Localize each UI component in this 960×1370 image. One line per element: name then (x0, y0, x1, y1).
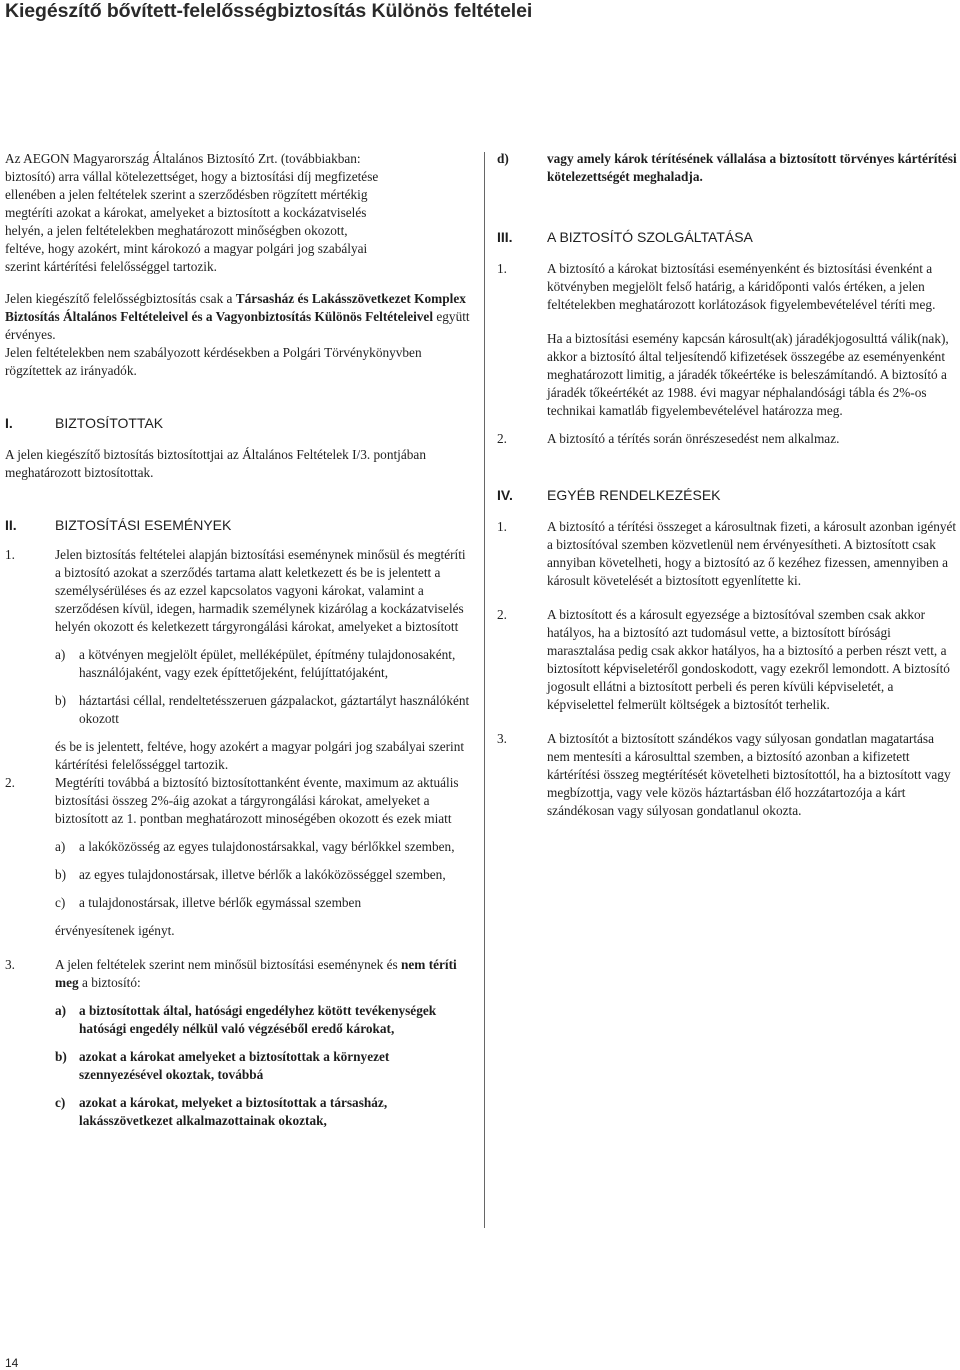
left-column (5, 150, 470, 1130)
list-item-exclusion-d: d) vagy amely károk térítésének vállalása a biztosított törvényes kártérítési kötelezettségét meghaladja. (497, 151, 957, 184)
list-item-events-2: 2. Megtéríti továbbá a biztosító biztosítottanként évente, maximum az aktuális biztosítási összeg 2%-áig azokat a tárgyrongálási károkat, amelyeket a biztosított az 1. pontban meghatározott minoségében okozott és ezek miatt a) a lakóközösség az egyes tulajdonostársakkal, vagy bérlőkkel szemben, b) az egyes tulajdonostársak, illetve bérlők a lakóközösséggel szemben, c) a tulajdonostársak, illetve bérlők egymással szemben érvényesítenek igényt. (5, 774, 470, 940)
intro-line: helyén, a jelen feltételekben meghatározott minőségben okozott, (5, 223, 348, 238)
list-item-other-1: 1. A biztosító a térítési összeget a károsultnak fizeti, a károsult azonban igényét a biztosítóval szemben közvetlenül nem érvényesítheti. A biztosított csak annyiban követelheti, hogy a biztosító az ő kezéhez fizessen, amennyiben a károsult követelését a biztosított egyenlítette ki. (497, 519, 957, 588)
list-item-other-2: 2. A biztosított és a károsult egyezsége a biztosítóval szemben csak akkor hatályos, ha a biztosító azt tudomásul vette, a biztosított bírósági marasztalása pedig csak akkor hatályos, ha a biztosító a perben részt vett, a biztosított képviseletéről gondoskodott, vagy ezekről lemondott. A biztosító jogosult ellátni a biztosított perbeli és peren kívüli képviseletét, a képviselettel felmerült költségek a biztosítót terhelik. (497, 607, 950, 712)
intro-line: feltéve, hogy azokért, mint károkozó a magyar polgári jog szabályai (5, 241, 368, 256)
list-subitem: b) azokat a károkat amelyeket a biztosítottak a környezet szennyezésével okoztak, továbbá (55, 1049, 390, 1082)
list-item-events-1: 1. Jelen biztosítás feltételei alapján biztosítási eseménynek minősül és megtéríti a biztosító azokat a szerződés tartama alatt keletkezett és be is jelentett a személysérüléses és az ezzel kapcsolatos vagyoni károkat, valamint a szerződésen kívül, idegen, harmadik személynek kizárólag a kockázatviselés helyén okozott és keletkezett tárgyrongálási károkat, amelyeket a biztosított a) a kötvényen megjelölt épület, melléképület, építmény tulajdonosaként, használójaként, vagy ezek építtetőjeként, felújíttatójaként, b) háztartási céllal, rendeltetésszeruen gázpalackot, gáztartályt használóként okozott és be is jelentett, feltéve, hogy azokért a magyar polgári jog szabályai szerint kártérítési felelősséggel tartozik. (5, 547, 470, 772)
list-item-service-1: 1. A biztosító a károkat biztosítási eseményenként és biztosítási évenként a kötvényben megjelölt felső határig, a káridőponti valós értéken, a jelen feltételekben meghatározott korlátozások figyelembevételével téríti meg. Ha a biztosítási esemény kapcsán károsult(ak) járadékjogosulttá válik(nak), akkor a biztosító által teljesítendő kifizetések összegébe az eseményenként meghatározott limitig, a járadék tőkeértéke is beleszámítandó. A biztosító a járadék tőkeértékét az 1988. évi magyar néphalandósági tábla és 2%-os technikai kamatláb figyelembevételével határozza meg. (497, 261, 949, 418)
page-title: Kiegészítő bővített-felelősségbiztosítás Különös feltételei (5, 0, 533, 22)
list-subitem: c) a tulajdonostársak, illetve bérlők egymással szemben (55, 895, 362, 910)
intro-line: Az AEGON Magyarország Általános Biztosító Zrt. (továbbiakban: (5, 151, 361, 166)
list-item-service-2: 2. A biztosító a térítés során önrészesedést nem alkalmaz. (497, 431, 840, 446)
section-heading-insured: I. BIZTOSÍTOTTAK (5, 415, 164, 431)
page-number: 14 (5, 1356, 19, 1370)
intro-line: biztosító) arra vállal kötelezettséget, hogy a biztosítási díj megfizetése (5, 169, 379, 184)
intro-paragraph (5, 150, 470, 276)
list-subitem: b) háztartási céllal, rendeltetésszeruen gázpalackot, gáztartályt használóként okozott (55, 693, 470, 726)
list-item-other-3: 3. A biztosítót a biztosított szándékos vagy súlyosan gondatlan magatartása nem mentesíti a károsulttal szemben, a biztosító azonban a kifizetett kártérítési összeg megtérítését követelheti biztosítottól, ha a biztosított vagy megbízottja, vagy vele közös háztartásban élő hozzátartozója a kárt szándékosan vagy súlyosan gondatlanul okozta. (497, 731, 951, 818)
list-subitem: a) a lakóközösség az egyes tulajdonostársakkal, vagy bérlőkkel szemben, (55, 839, 455, 854)
list-subitem: b) az egyes tulajdonostársak, illetve bérlők a lakóközösséggel szemben, (55, 867, 446, 882)
governing-law-paragraph: Jelen feltételekben nem szabályozott kérdésekben a Polgári Törvénykönyvben rögzítettek az irányadók. (5, 345, 422, 378)
section-heading-insurer-service: III. A BIZTOSÍTÓ SZOLGÁLTATÁSA (497, 229, 753, 245)
intro-line: megtéríti azokat a károkat, amelyeket a biztosított a kockázatviselés (5, 205, 367, 220)
section-heading-insured-events: II. BIZTOSÍTÁSI ESEMÉNYEK (5, 517, 232, 533)
intro-line: szerint kártérítési felelősséggel tartozik. (5, 259, 217, 274)
list-subitem: a) a kötvényen megjelölt épület, melléképület, építmény tulajdonosaként, használójaként, vagy ezek építtetőjeként, felújíttatójaként, (55, 647, 456, 680)
insured-paragraph: A jelen kiegészítő biztosítás biztosítottjai az Általános Feltételek I/3. pontjában meghatározott biztosítottak. (5, 447, 426, 480)
column-divider (484, 152, 485, 1228)
list-subitem: c) azokat a károkat, melyeket a biztosítottak a társasház, lakásszövetkezet alkalmazottainak okoztak, (55, 1095, 388, 1128)
section-heading-other-provisions: IV. EGYÉB RENDELKEZÉSEK (497, 487, 721, 503)
intro-line: ellenében a jelen feltételek szerint a szerződésben rögzített mértékig (5, 187, 368, 202)
validity-paragraph: Jelen kiegészítő felelősségbiztosítás csak a Társasház és Lakásszövetkezet Komplex Biztosítás Általános Feltételeivel és a Vagyonbiztosítás Különös Feltételeivel együtt érvényes. (5, 291, 470, 342)
list-subitem: a) a biztosítottak által, hatósági engedélyhez kötött tevékenységek hatósági engedély nélkül való végzéséből eredő károkat, (55, 1003, 437, 1036)
right-column (497, 150, 959, 820)
list-item-events-3: 3. A jelen feltételek szerint nem minősül biztosítási eseménynek és nem téríti meg a biztosító: a) a biztosítottak által, hatósági engedélyhez kötött tevékenységek hatósági engedély nélkül való végzéséből eredő károkat, b) azokat a károkat amelyeket a biztosítottak a környezet szennyezésével okoztak, továbbá c) azokat a károkat, melyeket a biztosítottak a társasház, lakásszövetkezet alkalmazottainak okoztak, (5, 956, 470, 1130)
